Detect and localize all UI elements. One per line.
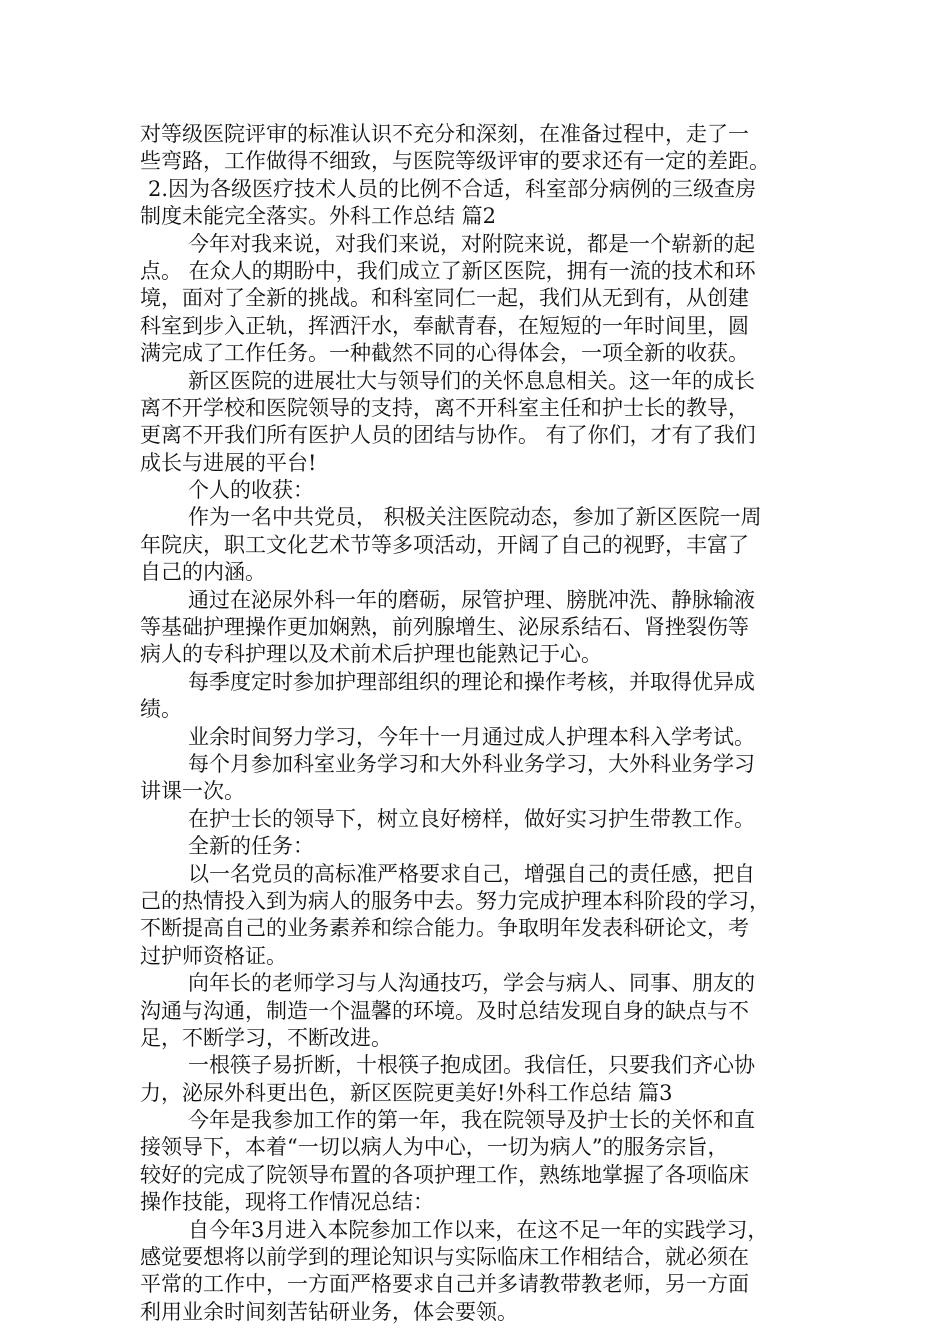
text-line: 满完成了工作任务。一种截然不同的心得体会，一项全新的收获。 [140,341,749,366]
text-line: 等基础护理操作更加娴熟，前列腺增生、泌尿系结石、肾挫裂伤等 [140,615,749,640]
text-line: 成长与进展的平台! [140,450,317,475]
text-line: 点。 在众人的期盼中，我们成立了新区医院，拥有一流的技术和环 [140,258,756,283]
document-body [140,121,830,1326]
text-line: 全新的任务： [188,834,314,859]
text-line: 绩。 [140,697,182,722]
text-line: 今年对我来说，对我们来说，对附院来说，都是一个崭新的起 [188,231,755,256]
text-line: 通过在泌尿外科一年的磨砺，尿管护理、膀胱冲洗、静脉输液 [188,587,755,612]
text-line: 新区医院的进展壮大与领导们的关怀息息相关。这一年的成长 [188,368,755,393]
text-line: 较好的完成了院领导布置的各项护理工作，熟练地掌握了各项临床 [140,1162,749,1187]
text-line: 自己的内涵。 [140,560,266,585]
text-line: 每个月参加科室业务学习和大外科业务学习，大外科业务学习 [188,751,755,776]
text-line: 力，泌尿外科更出色，新区医院更美好!外科工作总结 篇3 [140,1080,673,1105]
text-line: 自今年3月进入本院参加工作以来，在这不足一年的实践学习， [188,1217,769,1242]
text-line: 离不开学校和医院领导的支持，离不开科室主任和护士长的教导， [140,395,749,420]
text-line: 个人的收获： [188,478,314,503]
text-line: 业余时间努力学习，今年十一月通过成人护理本科入学考试。 [188,724,755,749]
text-line: 对等级医院评审的标准认识不充分和深刻，在准备过程中，走了一 [140,122,749,146]
text-line: 感觉要想将以前学到的理论知识与实际临床工作相结合，就必须在 [140,1245,749,1270]
text-line: 科室到步入正轨，挥洒汗水，奉献青春，在短短的一年时间里，圆 [140,313,749,338]
text-line: 一根筷子易折断，十根筷子抱成团。我信任，只要我们齐心协 [188,1053,755,1078]
text-line: 讲课一次。 [140,779,245,804]
text-line: 今年是我参加工作的第一年，我在院领导及护士长的关怀和直 [188,1108,755,1133]
text-line: 操作技能，现将工作情况总结： [140,1190,434,1215]
text-line: 以一名党员的高标准严格要求自己，增强自己的责任感，把自 [188,861,755,886]
text-line: 在护士长的领导下，树立良好榜样，做好实习护生带教工作。 [188,806,755,831]
text-line: 己的热情投入到为病人的服务中去。努力完成护理本科阶段的学习， [140,888,770,913]
text-line: 些弯路，工作做得不细致，与医院等级评审的要求还有一定的差距。 [140,149,770,174]
text-line: 境，面对了全新的挑战。和科室同仁一起，我们从无到有，从创建 [140,286,749,311]
text-line: 作为一名中共党员， 积极关注医院动态，参加了新区医院一周 [188,505,762,530]
text-line: 制度未能完全落实。外科工作总结 篇2 [140,204,497,229]
text-line: 病人的专科护理以及术前术后护理也能熟记于心。 [140,642,602,667]
text-line: 向年长的老师学习与人沟通技巧，学会与病人、同事、朋友的 [188,971,755,996]
text-line: 更离不开我们所有医护人员的团结与协作。 有了你们，才有了我们 [140,423,756,448]
text-line: 过护师资格证。 [140,943,287,968]
text-line: 接领导下，本着“一切以病人为中心，一切为病人”的服务宗旨， [140,1135,729,1160]
text-line: 平常的工作中，一方面严格要求自己并多请教带教老师，另一方面 [140,1272,749,1297]
text-line: 足，不断学习，不断改进。 [140,1025,392,1050]
text-line: 利用业余时间刻苦钻研业务，体会要领。 [140,1299,518,1324]
text-line: 每季度定时参加护理部组织的理论和操作考核，并取得优异成 [188,669,755,694]
text-line: 2.因为各级医疗技术人员的比例不合适，科室部分病例的三级查房 [148,176,757,201]
text-line: 年院庆，职工文化艺术节等多项活动，开阔了自己的视野，丰富了 [140,532,749,557]
text-line: 不断提高自己的业务素养和综合能力。争取明年发表科研论文，考 [140,916,749,941]
text-line: 沟通与沟通，制造一个温馨的环境。及时总结发现自身的缺点与不 [140,998,749,1023]
